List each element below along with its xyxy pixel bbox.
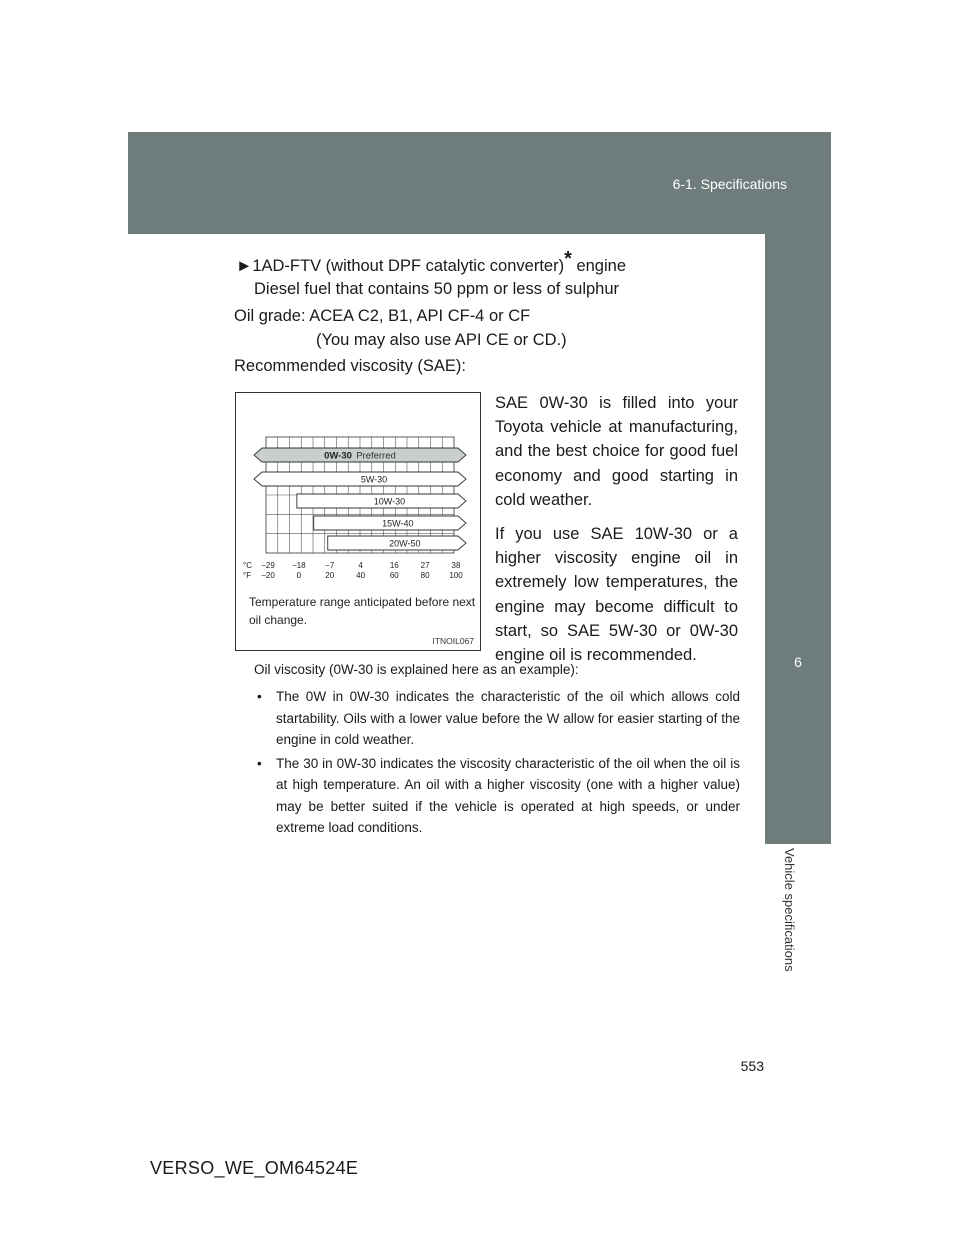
recommended-viscosity-heading: Recommended viscosity (SAE): bbox=[234, 357, 466, 375]
band-label: 15W-40 bbox=[382, 518, 414, 529]
section-title: 6-1. Specifications bbox=[672, 176, 787, 192]
bullet: • bbox=[257, 755, 262, 771]
chapter-title-vertical bbox=[769, 848, 805, 988]
fahrenheit-tick-label: 40 bbox=[356, 571, 366, 580]
oil-grade-note: (You may also use API CE or CD.) bbox=[316, 331, 567, 349]
celsius-tick-label: 16 bbox=[389, 561, 399, 570]
celsius-tick-label: −29 bbox=[261, 561, 275, 570]
chart-caption: Temperature range anticipated before next oil change. bbox=[249, 595, 476, 627]
chapter-number: 6 bbox=[794, 654, 802, 670]
engine-heading bbox=[236, 248, 627, 277]
celsius-tick-label: −18 bbox=[292, 561, 306, 570]
note-text: The 0W in 0W-30 indicates the characteristic of the oil which allows cold startability. Oils with a lower value before the W allow for easier starting of the engine in cold weather. bbox=[276, 689, 740, 747]
celsius-tick-label: −7 bbox=[325, 561, 335, 570]
celsius-tick-label: 38 bbox=[451, 561, 461, 570]
fahrenheit-tick-label: 0 bbox=[296, 571, 302, 580]
page-number: 553 bbox=[740, 1058, 764, 1074]
band-tag-preferred: Preferred bbox=[356, 450, 396, 462]
celsius-tick-label: 27 bbox=[420, 561, 430, 570]
fahrenheit-tick-label: 80 bbox=[420, 571, 430, 580]
header-band bbox=[128, 132, 831, 234]
engine-heading-text: ►1AD-FTV (without DPF catalytic converter) bbox=[236, 257, 565, 275]
celsius-axis-label: °C bbox=[243, 561, 252, 570]
engine-heading-suffix: engine bbox=[571, 257, 627, 275]
band-label: 0W-30 bbox=[324, 450, 352, 462]
footnote-star: * bbox=[564, 248, 572, 270]
explanation-paragraph-1: SAE 0W-30 is filled into your Toyota vehicle at manufacturing, and the best choice for good fuel economy and good starting in cold weather. bbox=[495, 394, 738, 509]
viscosity-chart bbox=[235, 392, 481, 651]
notes-intro: Oil viscosity (0W-30 is explained here as an example): bbox=[254, 662, 579, 677]
fahrenheit-axis-label: °F bbox=[243, 571, 252, 580]
note-text: The 30 in 0W-30 indicates the viscosity characteristic of the oil when the oil is at high temperature. An oil with a higher viscosity (one with a higher value) may be better suited if the vehicle is operated at high speeds, or under extreme load conditions. bbox=[276, 755, 740, 835]
band-label: 5W-30 bbox=[360, 474, 388, 485]
chapter-title: Vehicle specifications bbox=[782, 848, 797, 972]
document-code: VERSO_WE_OM64524E bbox=[150, 1158, 359, 1178]
explanation-paragraph-2: If you use SAE 10W-30 or a higher viscosity engine oil in extremely low temperatures, the engine may become difficult to start, so SAE 5W-30 or 0W-30 engine oil is recommended. bbox=[495, 525, 738, 665]
band-label: 20W-50 bbox=[389, 538, 421, 549]
celsius-tick-label: 4 bbox=[358, 561, 363, 570]
fahrenheit-tick-label: 60 bbox=[389, 571, 399, 580]
fahrenheit-tick-label: 20 bbox=[325, 571, 335, 580]
fahrenheit-tick-label: 100 bbox=[449, 571, 463, 580]
notes-list bbox=[254, 686, 740, 841]
band-label: 10W-30 bbox=[373, 496, 406, 507]
viscosity-explanation bbox=[495, 391, 738, 677]
oil-grade: Oil grade: ACEA C2, B1, API CF-4 or CF bbox=[234, 307, 531, 325]
image-id: ITNOIL067 bbox=[432, 636, 474, 646]
fahrenheit-tick-label: −20 bbox=[261, 571, 275, 580]
list-item bbox=[254, 753, 740, 839]
bullet: • bbox=[257, 689, 262, 704]
chapter-tab bbox=[765, 234, 831, 844]
list-item bbox=[254, 686, 740, 751]
fuel-requirement: Diesel fuel that contains 50 ppm or less of sulphur bbox=[254, 280, 620, 298]
